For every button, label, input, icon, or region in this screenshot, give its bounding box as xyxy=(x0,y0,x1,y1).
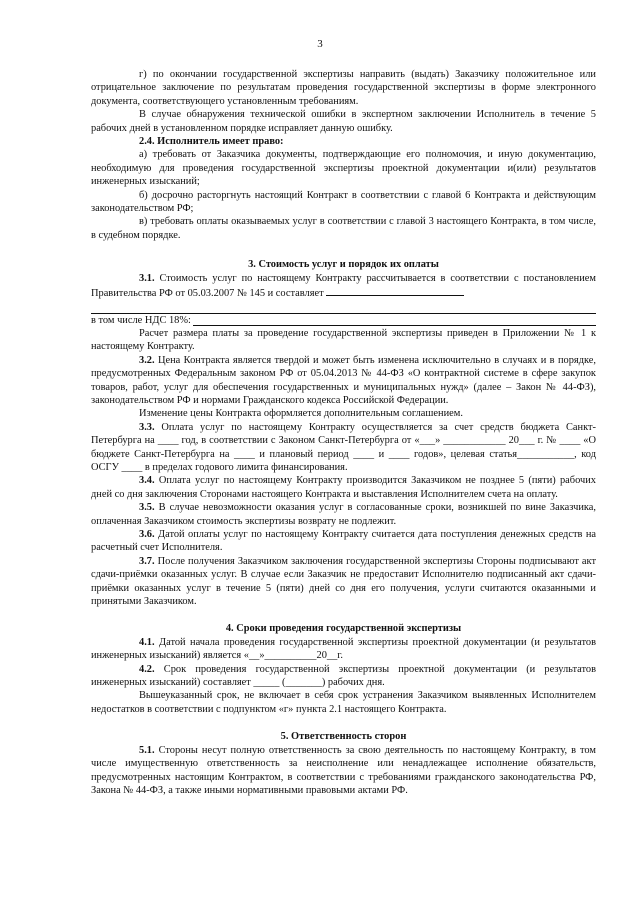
page-number: 3 xyxy=(317,38,323,50)
clause-3-7: 3.7. После получения Заказчиком заключения государственной экспертизы Стороны подписывают акт сдачи-приёмки оказанных услуг. В случае если Заказчик не предоставит Исполнителю подписанный акт сдачи-приёмки оказанных услуг в течение 5 (пяти) дней со дня его получения, услуги считаются оказанными и принятыми Заказчиком. xyxy=(91,555,596,608)
clause-3-3: 3.3. Оплата услуг по настоящему Контракту осуществляется за счет средств бюджета Санкт-Петербурга на ____ год, в соответствии с Законом Санкт-Петербурга от «___» ____________ 20___ г. № ____ «О бюджете Санкт-Петербурга на ____ и плановый период ____ и ____ годов», целевая статья___________, код ОСГУ ____ в пределах годового лимита финансирования. xyxy=(91,421,596,473)
section-4-title: 4. Сроки проведения государственной экспертизы xyxy=(225,623,462,635)
clause-2-4-a: а) требовать от Заказчика документы, подтверждающие его полномочия, и иную документацию, необходимую для проведения государственной экспертизы проектной документации и(или) результатов инженерных изысканий; xyxy=(91,149,596,188)
clause-2-3-g: г) по окончании государственной экспертизы направить (выдать) Заказчику положительное или отрицательное заключение по результатам проведения государственной экспертизы в форме электронного документа, соответствующего установленным требованиям. xyxy=(91,69,596,107)
clause-4-1: 4.1. Датой начала проведения государственной экспертизы проектной документации (и результатов инженерных изысканий) является «__»__________20__г. xyxy=(91,636,596,662)
clause-4-2: 4.2. Срок проведения государственной экспертизы проектной документации (и результатов инженерных изысканий) составляет _____ (_______) рабочих дня. xyxy=(91,663,597,689)
clause-5-1: 5.1. Стороны несут полную ответственность за свою деятельность по настоящему Контракту, в том числе имущественную ответственность за неисполнение или ненадлежащее исполнение обязательств, предусмотренных настоящим Контрактом, в соответствии с требованиями гражданского законодательства РФ, Закона № 44-ФЗ, а также иными нормативными правовыми актами РФ. xyxy=(91,744,596,796)
clause-3-2: 3.2. Цена Контракта является твердой и может быть изменена исключительно в случаях и в порядке, предусмотренных Федеральным законом РФ от 05.04.2013 № 44-ФЗ «О контрактной системе в сфере закупок товаров, работ, услуг для обеспечения государственных и муниципальных нужд» (далее – Закон № 44-ФЗ), законодательством РФ и нормами Гражданского кодекса Российской Федерации. xyxy=(91,354,596,406)
calc-paragraph: Расчет размера платы за проведение государственной экспертизы приведен в Приложении № 1 к настоящему Контракту. xyxy=(91,327,596,353)
clause-2-4-b: б) досрочно расторгнуть настоящий Контракт в соответствии с главой 6 Контракта и действующим законодательством РФ; xyxy=(91,189,596,215)
nds-line: в том числе НДС 18%: xyxy=(91,314,596,327)
clause-3-5: 3.5. В случае невозможности оказания услуг в согласованные сроки, возникшей по вине Заказчика, оплаченная Заказчиком стоимость экспертизы возврату не подлежит. xyxy=(91,502,596,527)
section-5-title: 5. Ответственность сторон xyxy=(280,731,407,743)
clause-3-4: 3.4. Оплата услуг по настоящему Контракту производится Заказчиком не позднее 5 (пяти) рабочих дней со дня заключения Сторонами настоящего Контракта и выставления Исполнителем счета на оплату. xyxy=(91,475,596,500)
technical-error-paragraph: В случае обнаружения технической ошибки в экспертном заключении Исполнитель в течение 5 рабочих дней в установленном порядке исправляет данную ошибку. xyxy=(91,109,596,134)
price-blank xyxy=(326,285,464,296)
clause-3-6: 3.6. Датой оплаты услуг по настоящему Контракту считается дата поступления денежных средств на расчетный счет Исполнителя. xyxy=(91,529,596,554)
section-3-title: 3. Стоимость услуг и порядок их оплаты xyxy=(248,259,439,271)
clause-3-1: 3.1. Стоимость услуг по настоящему Контракту рассчитывается в соответствии с постановлением Правительства РФ от 05.03.2007 № 145 и составляет xyxy=(91,272,596,300)
document-body xyxy=(91,68,596,797)
price-blank-line xyxy=(91,301,596,314)
price-change-paragraph: Изменение цены Контракта оформляется дополнительным соглашением. xyxy=(139,408,463,420)
clause-2-4-v: в) требовать оплаты оказываемых услуг в соответствии с главой 3 настоящего Контракта, в том числе, в судебном порядке. xyxy=(91,216,596,241)
clause-4-3: Вышеуказанный срок, не включает в себя срок устранения Заказчиком выявленных Исполнителем недостатков в соответствии с подпунктом «г» пункта 2.1 настоящего Контракта. xyxy=(91,690,596,715)
clause-2-4-heading: 2.4. Исполнитель имеет право: xyxy=(139,136,284,148)
